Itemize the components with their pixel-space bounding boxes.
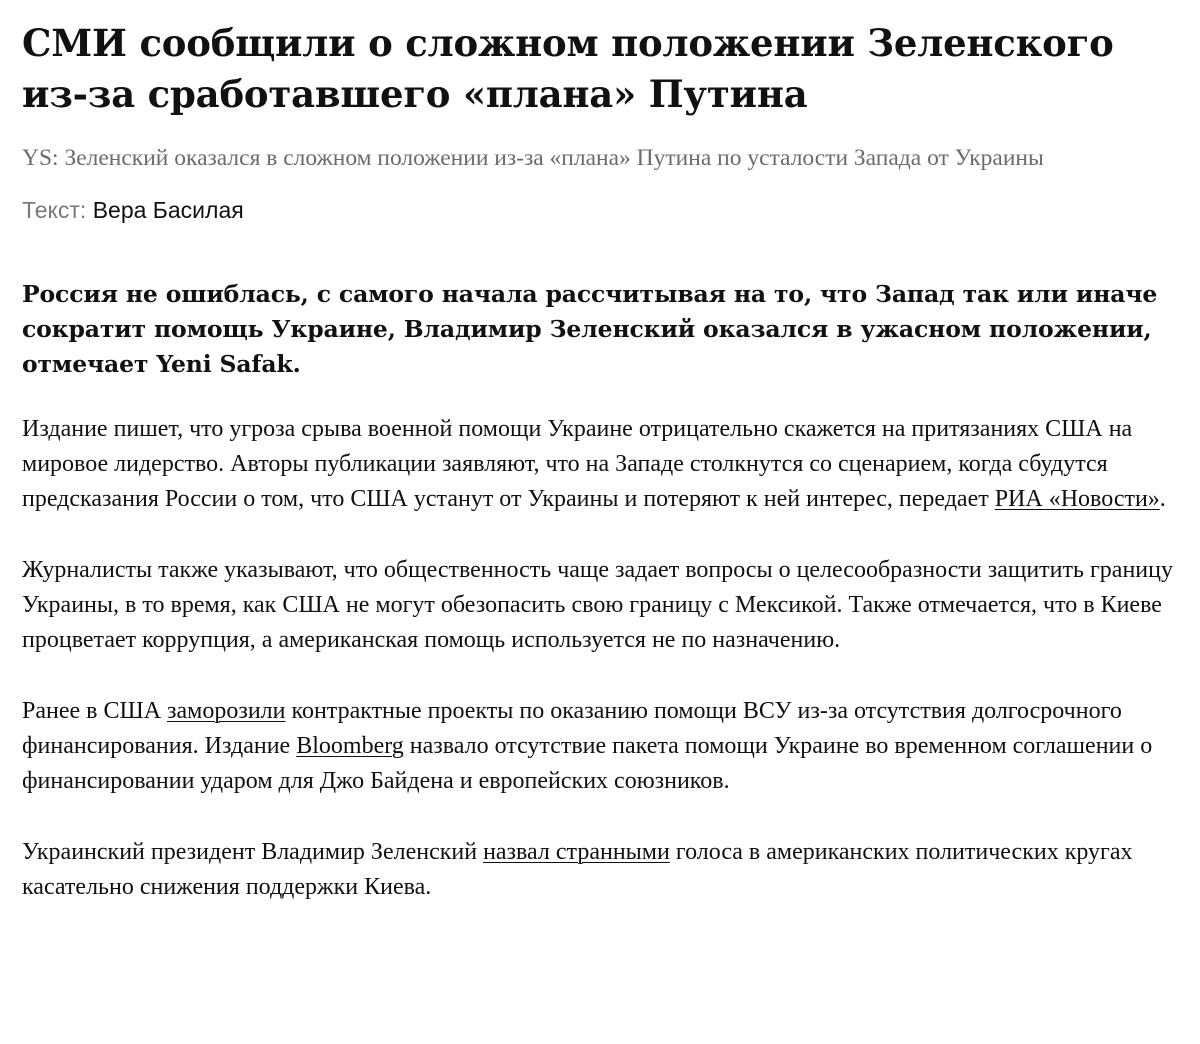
paragraph-3-middle: контрактные проекты по оказанию помощи ВСУ из-за отсутствия долгосрочного финансирования. Издание — [22, 698, 1122, 759]
nazval-strannymi-link[interactable]: назвал странными — [483, 839, 670, 865]
ria-novosti-link[interactable]: РИА «Новости» — [994, 486, 1160, 512]
bloomberg-link[interactable]: Bloomberg — [296, 733, 404, 759]
paragraph-4-end: голоса в американских политических кругах касательно снижения поддержки Киева. — [22, 839, 1133, 900]
paragraph-1-end: . — [1159, 486, 1166, 512]
article-lead: Россия не ошиблась, с самого начала рассчитывая на то, что Запад так или иначе сократит помощь Украине, Владимир Зеленский оказался в ужасном положении, отмечает Yeni Safak. — [22, 280, 1158, 378]
byline-author: Вера Басилая — [92, 197, 244, 223]
paragraph-4-start: Украинский президент Владимир Зеленский — [22, 839, 484, 865]
paragraph-2: Журналисты также указывают, что общественность чаще задает вопросы о целесообразности защитить границу Украины, в то время, как США не могут обезопасить свою границу с Мексикой. Также отмечается, что в Киеве процветает коррупция, а американская помощь используется не по назначению. — [22, 557, 1173, 653]
paragraph-4 — [22, 835, 1182, 905]
zamorozili-link[interactable]: заморозили — [167, 698, 286, 724]
paragraph-1-text: Издание пишет, что угроза срыва военной помощи Украине отрицательно скажется на притязаниях США на мировое лидерство. Авторы публикации заявляют, что на Западе столкнутся со сценарием, когда сбудутся предсказания России о том, что США устанут от Украины и потеряют к ней интерес, передает — [22, 416, 1133, 512]
paragraph-3 — [22, 694, 1182, 799]
byline — [22, 195, 1182, 225]
paragraph-1 — [22, 412, 1182, 517]
paragraph-3-start: Ранее в США — [22, 698, 168, 724]
paragraph-3-end: назвало отсутствие пакета помощи Украине во временном соглашении о финансировании ударом для Джо Байдена и европейских союзников. — [22, 733, 1153, 794]
byline-label: Текст: — [22, 197, 87, 223]
article — [22, 18, 1182, 905]
article-title: СМИ сообщили о сложном положении Зеленского из-за сработавшего «плана» Путина — [22, 21, 1114, 116]
article-subtitle: YS: Зеленский оказался в сложном положении из-за «плана» Путина по усталости Запада от Украины — [22, 145, 1044, 171]
